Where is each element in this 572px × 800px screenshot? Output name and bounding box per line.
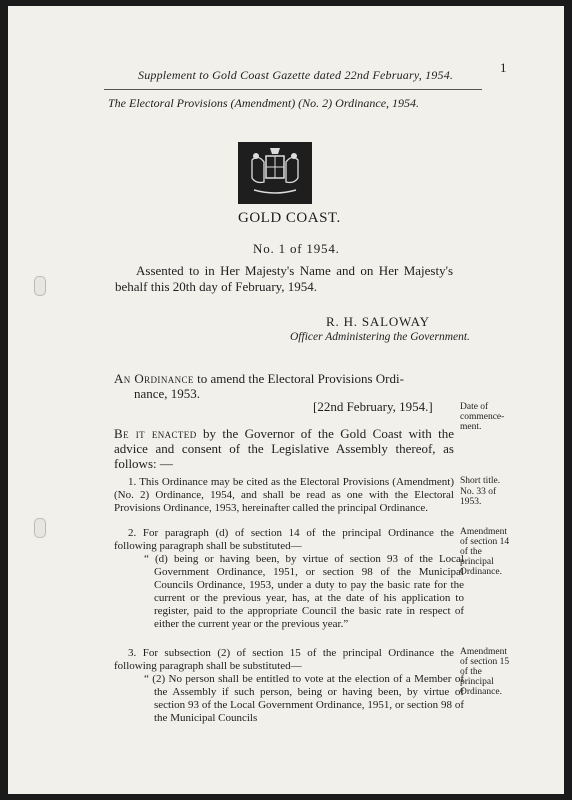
long-title-continuation: nance, 1953. (134, 386, 201, 401)
colony-name: GOLD COAST. (238, 210, 341, 226)
ordinance-number: No. 1 of 1954. (253, 241, 340, 256)
enacting-clause (114, 426, 454, 471)
margin-note-amendment-15: Amendment of section 15 of the principal Ordinance. (460, 647, 510, 697)
section-2-substituted-paragraph: “ (d) being or having been, by virtue of section 93 of the Local Government Ordinance, 1951, or section 98 of the Municipal Councils Ordinance, 1953, under a duty to pay the basic rate for the current or the previous year, has, at the date of his application to register, paid to the appropriate Council the basic rate in respect of either the current year or the previous year.” (144, 553, 464, 630)
enacting-lead: Be it enacted (114, 426, 197, 441)
ordinance-subtitle: The Electoral Provisions (Amendment) (No. 2) Ordinance, 1954. (108, 96, 420, 110)
enacting-text: by the Governor of the Gold Coast with the advice and consent of the Legislative Assembly thereof, as follows: — (114, 426, 454, 471)
long-title (114, 371, 454, 401)
long-title-text: to amend the Electoral Provisions Ordi- (193, 371, 404, 386)
margin-note-commencement: Date of commence- ment. (460, 402, 505, 432)
royal-coat-of-arms (238, 142, 312, 204)
assent-statement: Assented to in Her Majesty's Name and on Her Majesty's behalf this 20th day of February, 1954. (115, 263, 453, 294)
punch-hole (34, 518, 46, 538)
section-2: 2. For paragraph (d) of section 14 of the principal Ordinance the following paragraph shall be substituted— (114, 527, 454, 552)
page-number: 1 (500, 60, 507, 75)
section-3-substituted-paragraph: “ (2) No person shall be entitled to vote at the election of a Member of the Assembly if such person, being or having been, by virtue of section 93 of the Local Government Ordinance, 1951, or section 98 of the Municipal Councils (144, 673, 464, 724)
section-3: 3. For subsection (2) of section 15 of the principal Ordinance the following paragraph shall be substituted— (114, 647, 454, 672)
gazette-header: Supplement to Gold Coast Gazette dated 22nd February, 1954. (138, 68, 454, 82)
long-title-lead: An Ordinance (114, 371, 194, 386)
signatory-title: Officer Administering the Government. (290, 331, 470, 343)
punch-hole (34, 276, 46, 296)
margin-note-amendment-14: Amendment of section 14 of the principal Ordinance. (460, 527, 510, 577)
margin-note-short-title: Short title. (460, 476, 501, 486)
signatory-name: R. H. SALOWAY (326, 314, 430, 329)
margin-note-act-year: 1953. (460, 497, 482, 507)
section-1: 1. This Ordinance may be cited as the Electoral Provisions (Amendment) (No. 2) Ordinance, 1954, and shall be read as one with the Electoral Provisions Ordinance, 1953, hereinafter called the principal Ordinance. (114, 476, 454, 514)
header-rule (104, 89, 482, 90)
enactment-date: [22nd February, 1954.] (313, 399, 433, 414)
margin-note-act-number: No. 33 of (460, 487, 497, 497)
document-page (8, 6, 564, 794)
